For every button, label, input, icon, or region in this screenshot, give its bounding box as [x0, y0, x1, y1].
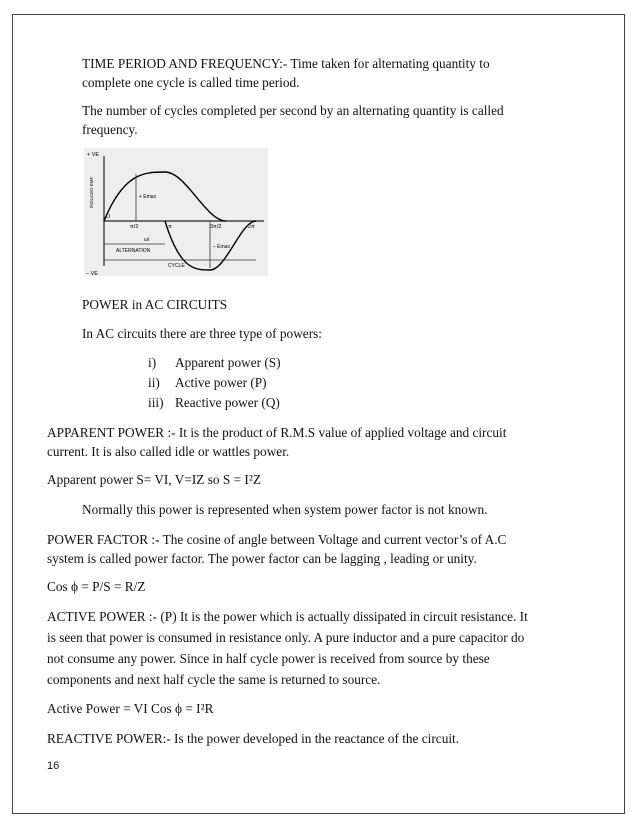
power-list-num-2: ii) [148, 375, 160, 390]
power-list-text-1: Apparent power (S) [175, 355, 281, 370]
figure-background [84, 148, 268, 276]
power-list-num-3: iii) [148, 395, 164, 410]
active-power-line-2: is seen that power is consumed in resistance only. A pure inductor and a pure capacitor do [47, 630, 525, 645]
apparent-power-formula: Apparent power S= VI, V=IZ so S = I²Z [47, 472, 261, 487]
power-factor-line-1: POWER FACTOR :- The cosine of angle between Voltage and current vector’s of A.C [47, 532, 507, 547]
origin-label: O [106, 214, 111, 220]
power-intro: In AC circuits there are three type of powers: [82, 326, 322, 341]
active-power-line-4: components and next half cycle the same is returned to source. [47, 672, 381, 687]
emax-positive-label: + Emax [139, 194, 157, 200]
power-list-text-2: Active power (P) [175, 375, 267, 390]
cycle-label: CYCLE [168, 263, 185, 269]
power-factor-formula: Cos ϕ = P/S = R/Z [47, 579, 146, 594]
time-period-line-2: complete one cycle is called time period. [82, 75, 300, 90]
power-heading: POWER in AC CIRCUITS [82, 297, 228, 312]
omega-t-label: ωt [144, 237, 150, 243]
alternation-label: ALTERNATION [116, 248, 151, 254]
reactive-power-line-1: REACTIVE POWER:- Is the power developed in the reactance of the circuit. [47, 731, 460, 746]
induced-emf-label: INDUCED EMF [89, 176, 94, 208]
active-power-formula: Active Power = VI Cos ϕ = I²R [47, 701, 214, 716]
time-period-line-1: TIME PERIOD AND FREQUENCY:- Time taken for alternating quantity to [82, 56, 490, 71]
frequency-line-1: The number of cycles completed per second by an alternating quantity is called [82, 103, 504, 118]
power-list-num-1: i) [148, 355, 157, 370]
apparent-power-line-1: APPARENT POWER :- It is the product of R.M.S value of applied voltage and circuit [47, 425, 507, 440]
active-power-line-1: ACTIVE POWER :- (P) It is the power which is actually dissipated in circuit resistance. It [47, 609, 528, 624]
sine-wave-figure [84, 148, 268, 276]
frequency-line-2: frequency. [82, 122, 138, 137]
minus-ve-label: – VE [86, 271, 98, 276]
two-pi-label: 2π [248, 224, 255, 230]
plus-ve-label: + VE [87, 152, 100, 158]
pi-half-label: π/2 [130, 224, 139, 230]
pi-label: π [168, 224, 172, 230]
emax-negative-label: – Emax [213, 244, 230, 250]
active-power-line-3: not consume any power. Since in half cycle power is received from source by these [47, 651, 490, 666]
three-pi-half-label: 3π/2 [210, 224, 222, 230]
power-list-text-3: Reactive power (Q) [175, 395, 280, 410]
apparent-power-note: Normally this power is represented when system power factor is not known. [82, 502, 488, 517]
apparent-power-line-2: current. It is also called idle or wattles power. [47, 444, 290, 459]
page-number: 16 [47, 760, 60, 772]
power-factor-line-2: system is called power factor. The power factor can be lagging , leading or unity. [47, 551, 477, 566]
